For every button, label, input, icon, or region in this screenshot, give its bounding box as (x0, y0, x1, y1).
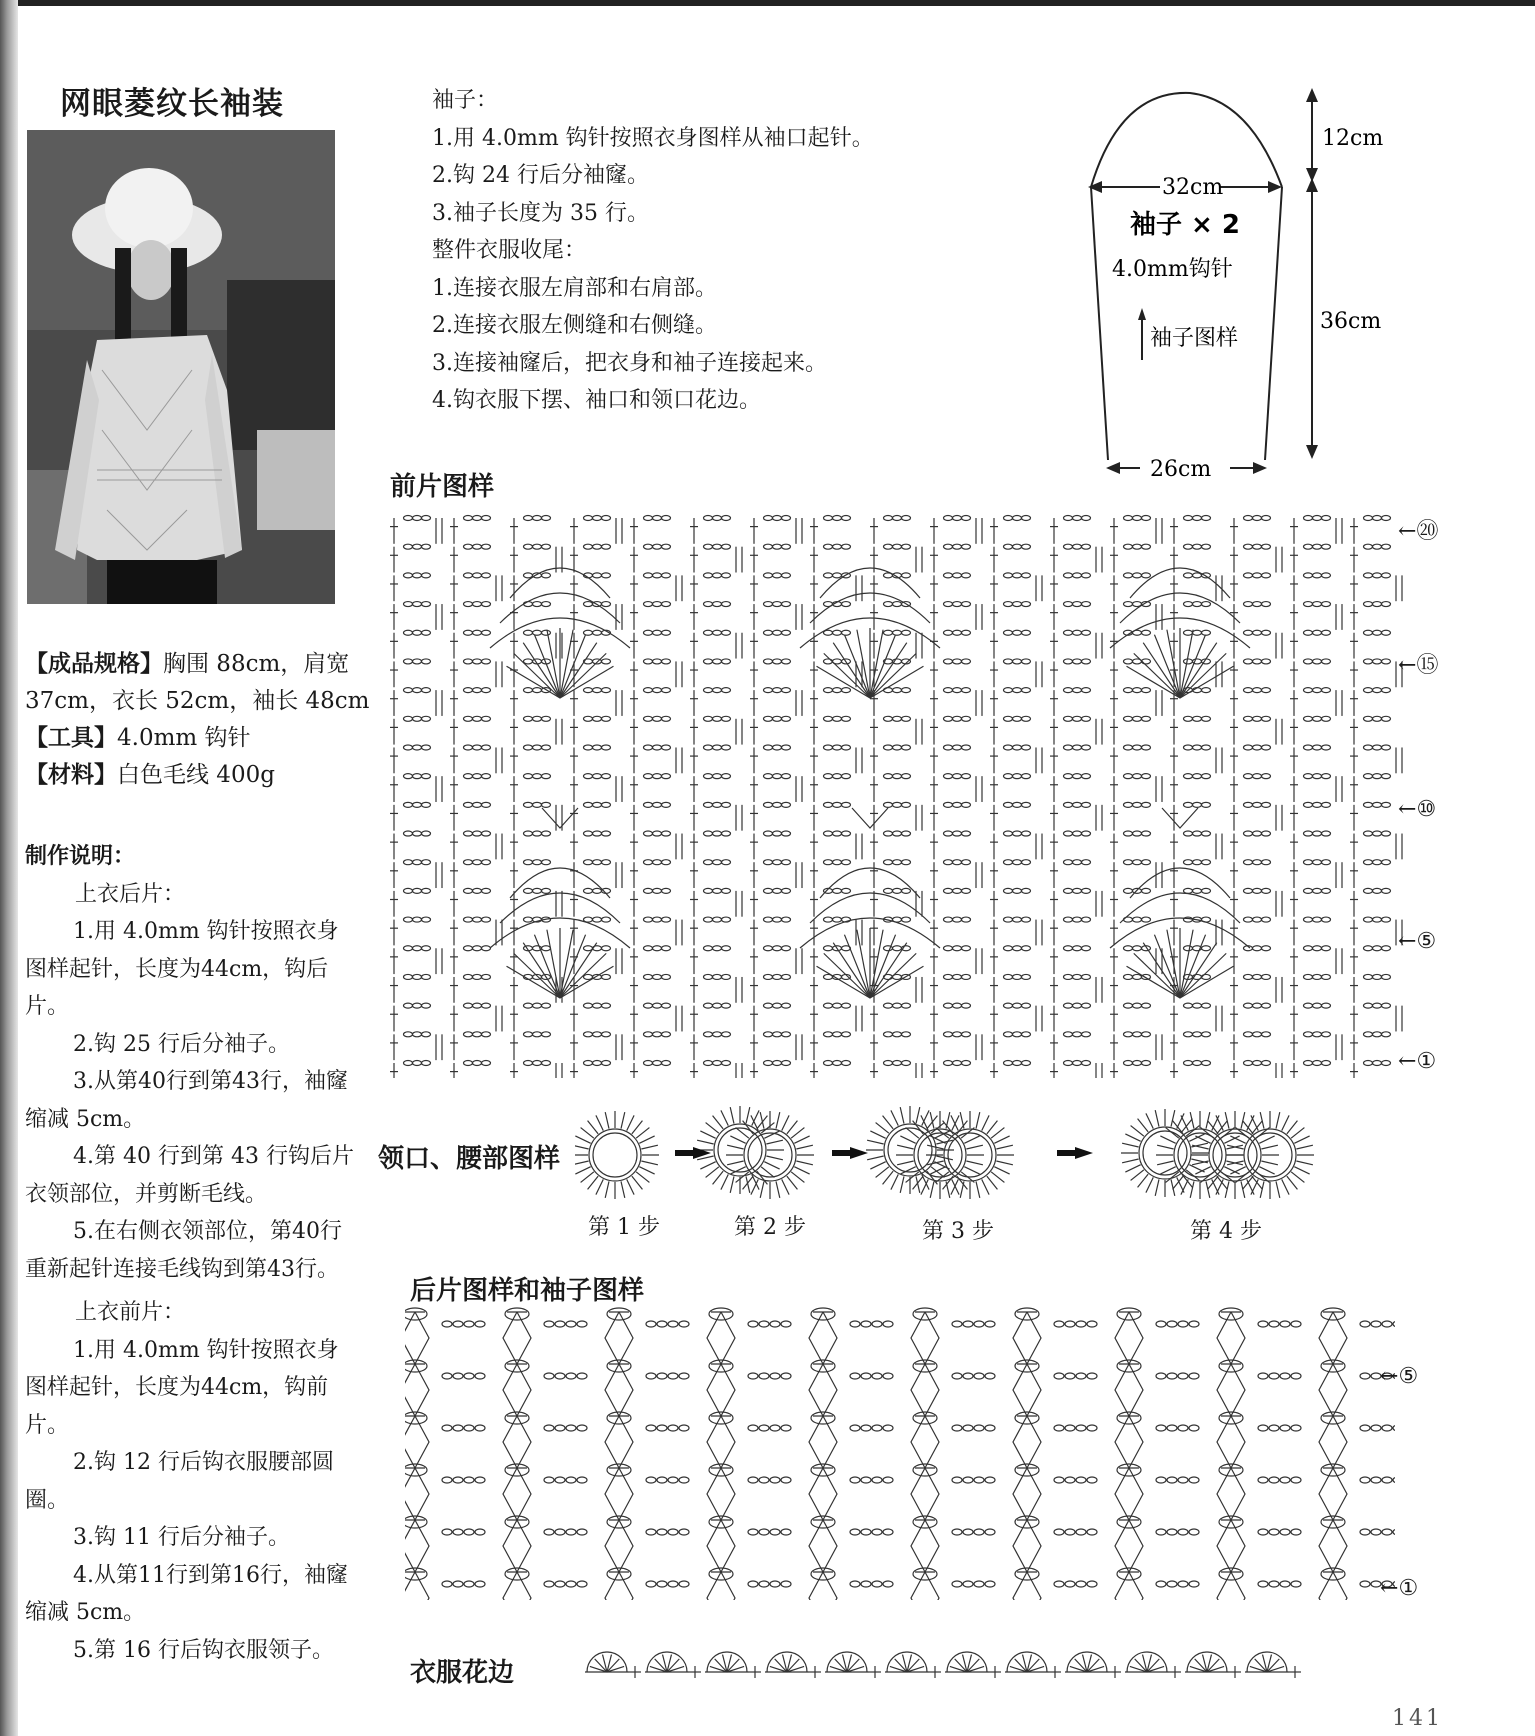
arrow-left-icon: ← (1380, 1364, 1399, 1389)
row-marker (1380, 1364, 1418, 1389)
row-marker (1398, 1049, 1436, 1074)
front-title: 上衣前片： (75, 1300, 186, 1325)
front-step: 3.钩 11 行后分袖子。 (73, 1525, 290, 1550)
front-step: 2.钩 12 行后钩衣服腰部圆圈。 (25, 1450, 334, 1513)
back-step: 1.用 4.0mm 钩针按照衣身图样起针，长度为44cm，钩后片。 (25, 919, 339, 1019)
row-marker-label: ① (1416, 1049, 1437, 1074)
row-marker-label: ⑩ (1416, 797, 1437, 822)
arrow-left-icon: ← (1398, 929, 1417, 954)
sleeve-instructions (432, 82, 874, 420)
neck-chart-title: 领口、腰部图样 (378, 1144, 561, 1174)
row-marker-label: ① (1398, 1576, 1419, 1601)
back-step: 5.在右侧衣领部位，第40行重新起针连接毛线钩到第43行。 (25, 1219, 342, 1282)
front-step: 1.用 4.0mm 钩针按照衣身图样起针，长度为44cm，钩前片。 (25, 1337, 339, 1438)
spec-size (25, 646, 349, 683)
row-marker-label: ⑮ (1416, 653, 1439, 678)
sleeve-hook: 4.0mm钩针 (1112, 257, 1233, 282)
step-label: 第 2 步 (734, 1215, 806, 1240)
row-marker (1398, 648, 1438, 679)
finish-step: 4.钩衣服下摆、袖口和领口花边。 (432, 388, 761, 413)
finish-step: 2.连接衣服左侧缝和右侧缝。 (432, 313, 717, 338)
sleeve-name: 袖子 × 2 (1130, 210, 1240, 240)
row-marker-label: ⑳ (1416, 519, 1439, 544)
spec-tool-value: 4.0mm 钩针 (117, 725, 251, 751)
arrow-left-icon: ← (1398, 1049, 1417, 1074)
arrow-left-icon: ← (1398, 653, 1417, 678)
finish-title: 整件衣服收尾： (432, 238, 587, 263)
back-chart-title: 后片图样和袖子图样 (410, 1276, 645, 1306)
spec-size-label: 【成品规格】 (25, 651, 163, 677)
dim-sleeve-length: 36cm (1320, 309, 1382, 334)
spec-material-value: 白色毛线 400g (117, 762, 275, 788)
spec-tool (25, 720, 251, 757)
row-marker (1398, 514, 1438, 545)
row-marker-label: ⑤ (1398, 1364, 1419, 1389)
step-label: 第 3 步 (922, 1219, 994, 1244)
dim-sleeve-width: 32cm (1162, 175, 1224, 200)
front-step: 4.从第11行到第16行，袖窿缩减 5cm。 (25, 1562, 348, 1625)
arrow-left-icon: ← (1380, 1576, 1399, 1601)
back-title: 上衣后片： (75, 881, 186, 907)
sleeve-title: 袖子： (432, 88, 499, 113)
step-label: 第 4 步 (1190, 1219, 1262, 1244)
sleeve-schematic (1080, 80, 1410, 490)
back-chart (405, 1300, 1395, 1600)
front-step: 5.第 16 行后钩衣服领子。 (73, 1637, 334, 1663)
page-number: 141 (1392, 1706, 1443, 1731)
edging-title: 衣服花边 (410, 1658, 515, 1688)
row-marker (1398, 797, 1436, 822)
arrow-right-icon (850, 1147, 868, 1159)
arrow-right-icon (1075, 1147, 1093, 1159)
pattern-title: 网眼菱纹长袖装 (60, 86, 284, 122)
front-chart-title: 前片图样 (390, 472, 495, 502)
sleeve-step: 3.袖子长度为 35 行。 (432, 200, 649, 226)
sleeve-step: 1.用 4.0mm 钩针按照衣身图样从袖口起针。 (432, 125, 874, 151)
back-step: 4.第 40 行到第 43 行钩后片衣领部位，并剪断毛线。 (25, 1144, 354, 1207)
spec-size-cont: 37cm，衣长 52cm，袖长 48cm (25, 688, 370, 714)
arrow-left-icon: ← (1398, 519, 1417, 544)
front-chart (390, 508, 1430, 1078)
back-step: 2.钩 25 行后分袖子。 (73, 1031, 290, 1057)
model-photo (27, 130, 335, 604)
finish-step: 3.连接袖窿后，把衣身和袖子连接起来。 (432, 350, 827, 376)
back-step: 3.从第40行到第43行，袖窿缩减 5cm。 (25, 1069, 348, 1132)
row-marker-label: ⑤ (1416, 929, 1437, 954)
instructions (25, 838, 360, 1669)
arrow-left-icon: ← (1398, 797, 1417, 822)
sleeve-pattern-label: 袖子图样 (1150, 326, 1239, 351)
instructions-heading: 制作说明： (25, 844, 136, 869)
page-spine-shadow (0, 0, 18, 1736)
spec-size-value: 胸围 88cm，肩宽 (163, 651, 350, 677)
edging-chart (585, 1640, 1345, 1685)
finish-step: 1.连接衣服左肩部和右肩部。 (432, 275, 717, 301)
step-label: 第 1 步 (588, 1215, 660, 1240)
top-border (18, 0, 1535, 6)
row-marker (1380, 1576, 1418, 1601)
dim-cuff-width: 26cm (1150, 457, 1212, 482)
dim-cap-height: 12cm (1322, 126, 1384, 151)
spec-material-label: 【材料】 (25, 762, 117, 788)
row-marker (1398, 929, 1436, 954)
sleeve-step: 2.钩 24 行后分袖窿。 (432, 163, 649, 188)
spec-material (25, 757, 275, 794)
spec-tool-label: 【工具】 (25, 725, 117, 751)
